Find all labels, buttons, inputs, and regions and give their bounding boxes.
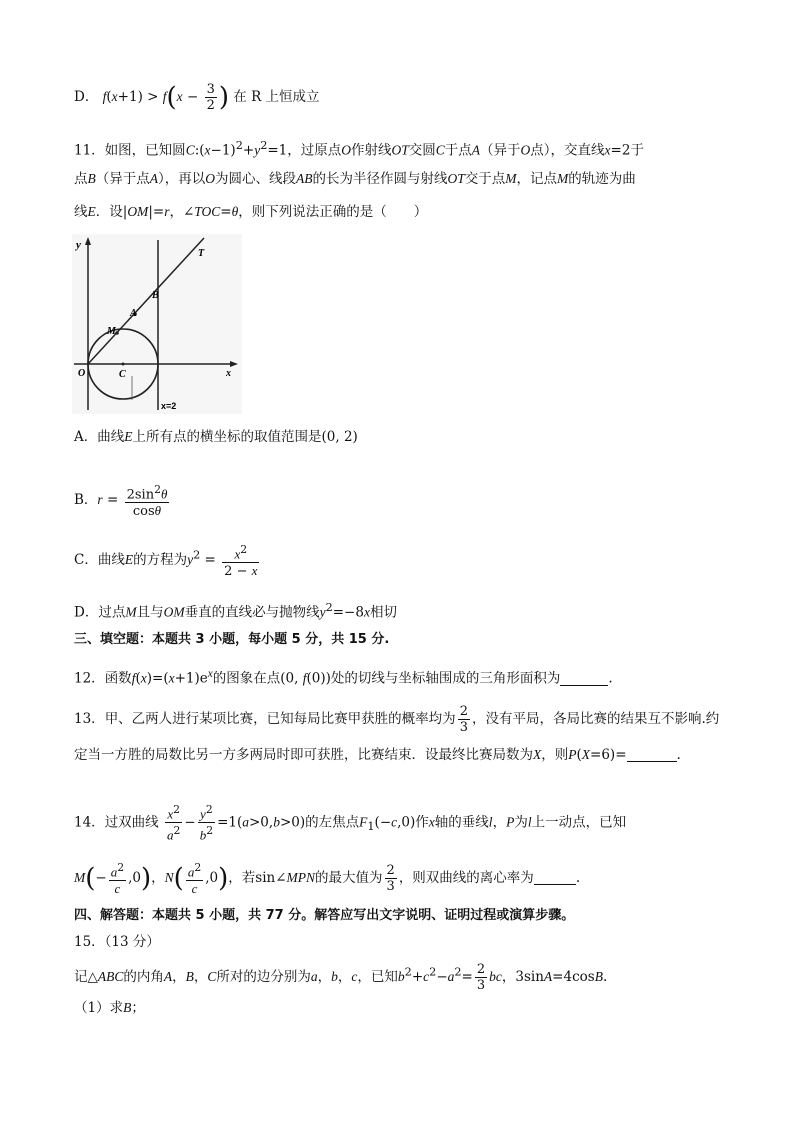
fig-label-m: M xyxy=(107,326,116,337)
fig-label-x2: x=2 xyxy=(161,401,177,411)
q15-number: 15．（13 分） xyxy=(74,934,160,950)
fraction-2-3: $\frac{2}{3}$ xyxy=(459,704,468,735)
fraction-r: $\frac{2\sin^2\theta}{\cos\theta}$ xyxy=(126,483,168,520)
fig-label-x: x xyxy=(226,368,231,379)
q11-option-d: D．过点M且与OM垂直的直线必与抛物线$y^2=-8x$相切 xyxy=(74,601,397,621)
fig-label-o: O xyxy=(78,368,86,379)
fraction-curve: $\frac{x^2}{2 - x}$ xyxy=(224,543,258,580)
q14-line1: 14．过双曲线 $\frac{x^2}{a^2}$ − $\frac{y^2}{b^2}$ =1(a>0,b>0)的左焦点$F_1(-c,0)$作x轴的垂线l，P为l上一动点，已知 xyxy=(74,803,627,843)
fig-label-c: C xyxy=(119,369,126,380)
q11-line1: 11．如图，已知圆$C:(x-1)^2+y^2=1$，过原点O作射线OT交圆C于点A（异于O点），交直线x=2于 xyxy=(74,139,644,159)
option-d-previous: D． f(x+1) > f(x − $\frac{3}{2}$ ) 在 R 上恒成立 xyxy=(74,82,320,113)
fig-label-a: A xyxy=(130,308,137,319)
fraction-3-2: $\frac{3}{2}$ xyxy=(206,82,215,113)
q14-line2: M(− $\frac{a^2}{c}$ ,0)，N( $\frac{a^2}{c}$ ,0)，若sin∠MPN的最大值为 $\frac{2}{3}$ ，则双曲线的离心率为 . xyxy=(74,861,581,897)
q11-option-b: B．r = $\frac{2\sin^2\theta}{\cos\theta}$ xyxy=(74,483,168,520)
fig-label-t: T xyxy=(198,248,205,259)
fig-label-b: B xyxy=(152,290,159,301)
circle-ray-figure xyxy=(72,234,242,414)
q11-line2: 点B（异于点A），再以O为圆心、线段AB的长为半径作圆与射线OT交于点M，记点M的轨迹为曲 xyxy=(74,171,636,187)
q11-line3: 线E．设|OM|=r，∠TOC=θ，则下列说法正确的是（ ） xyxy=(74,204,428,220)
section3-title: 三、填空题：本题共 3 小题，每小题 5 分，共 15 分. xyxy=(74,632,390,647)
q13-line1: 13．甲、乙两人进行某项比赛，已知每局比赛甲获胜的概率均为 $\frac{2}{3}$ ，没有平局，各局比赛的结果互不影响.约 xyxy=(74,704,720,735)
q13-line2: 定当一方胜的局数比另一方多两局时即可获胜，比赛结束．设最终比赛局数为X，则P(X=6)= . xyxy=(74,747,681,763)
fig-label-y: y xyxy=(76,239,81,251)
section4-title: 四、解答题：本题共 5 小题，共 77 分。解答应写出文字说明、证明过程或演算步骤。 xyxy=(74,908,575,923)
q11-option-a: A．曲线E上所有点的横坐标的取值范围是(0, 2) xyxy=(74,429,358,445)
q15-part1: （1）求B； xyxy=(74,1000,145,1016)
q12: 12．函数$f(x)=(x+1)e^x$的图象在点(0, f(0))处的切线与坐标轴围成的三角形面积为 . xyxy=(74,668,613,687)
q11-option-c: C．曲线E的方程为$y^2$ = $\frac{x^2}{2 - x}$ xyxy=(74,543,258,580)
q15-stem: 记△ABC的内角A，B，C所对的边分别为a，b，c，已知$b^2+c^2-a^2=$ $\frac{2}{3}$ bc，3sinA=4cosB. xyxy=(74,962,608,993)
